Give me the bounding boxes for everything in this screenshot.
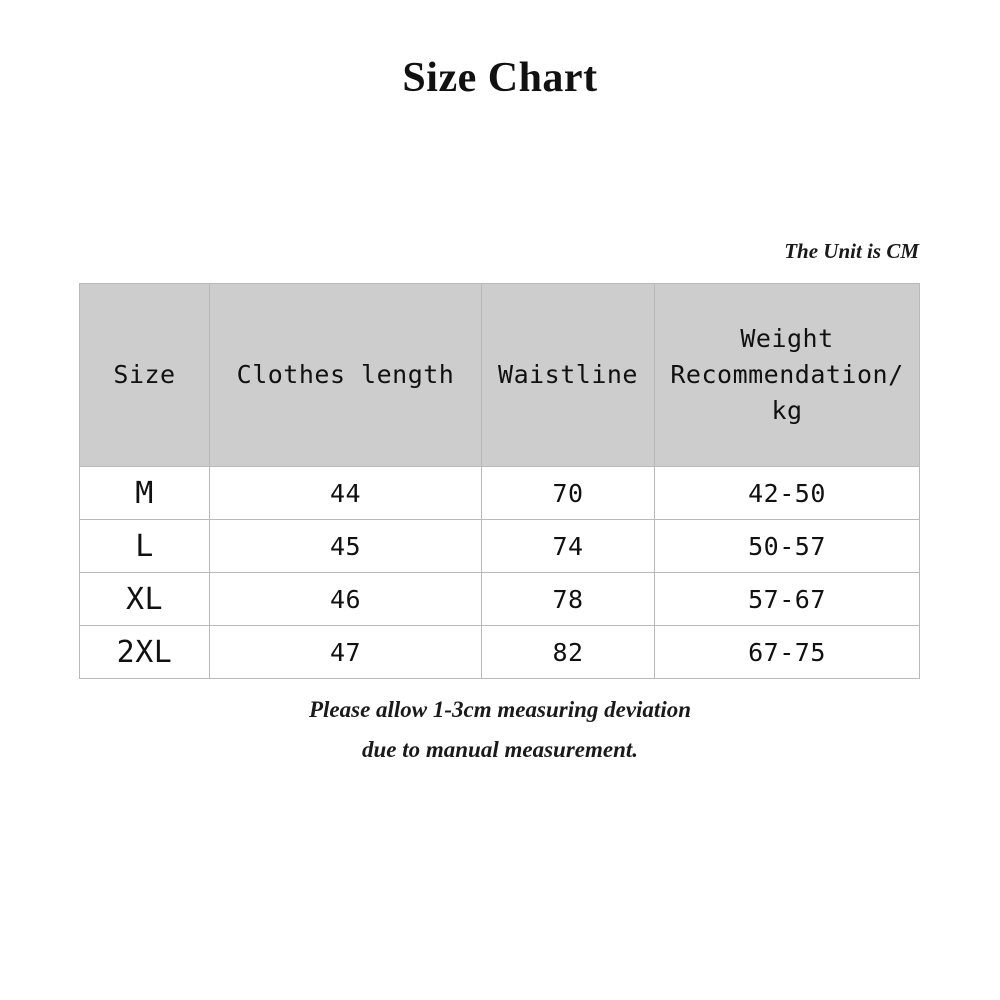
weight-header-line-2: Recommendation/ — [670, 359, 904, 389]
cell-size: XL — [80, 573, 210, 626]
cell-weight: 57-67 — [655, 573, 920, 626]
table-header-row — [80, 284, 920, 467]
page-title: Size Chart — [402, 55, 598, 101]
cell-clothes-length: 44 — [210, 467, 482, 520]
table-row — [80, 467, 920, 520]
table-row — [80, 573, 920, 626]
column-header-weight-recommendation — [655, 284, 920, 467]
weight-header-line-3: kg — [771, 396, 803, 426]
cell-size: 2XL — [80, 626, 210, 679]
cell-size: L — [80, 520, 210, 573]
cell-clothes-length: 46 — [210, 573, 482, 626]
measurement-disclaimer — [0, 690, 1000, 771]
unit-note: The Unit is CM — [784, 239, 919, 263]
table-row — [80, 520, 920, 573]
cell-clothes-length: 47 — [210, 626, 482, 679]
cell-waistline: 70 — [482, 467, 655, 520]
cell-waistline: 78 — [482, 573, 655, 626]
cell-size: M — [80, 467, 210, 520]
weight-header-line-1: Weight — [740, 323, 834, 353]
disclaimer-line-1: Please allow 1-3cm measuring deviation — [308, 697, 692, 722]
disclaimer-line-2: due to manual measurement. — [361, 737, 639, 763]
cell-weight: 50-57 — [655, 520, 920, 573]
cell-waistline: 82 — [482, 626, 655, 679]
table-header — [80, 284, 920, 467]
cell-clothes-length: 45 — [210, 520, 482, 573]
cell-weight: 67-75 — [655, 626, 920, 679]
table-body — [80, 467, 920, 679]
column-header-size: Size — [80, 284, 210, 467]
column-header-waistline: Waistline — [482, 284, 655, 467]
cell-weight: 42-50 — [655, 467, 920, 520]
column-header-clothes-length: Clothes length — [210, 284, 482, 467]
table-row — [80, 626, 920, 679]
size-chart-table — [79, 283, 920, 679]
cell-waistline: 74 — [482, 520, 655, 573]
